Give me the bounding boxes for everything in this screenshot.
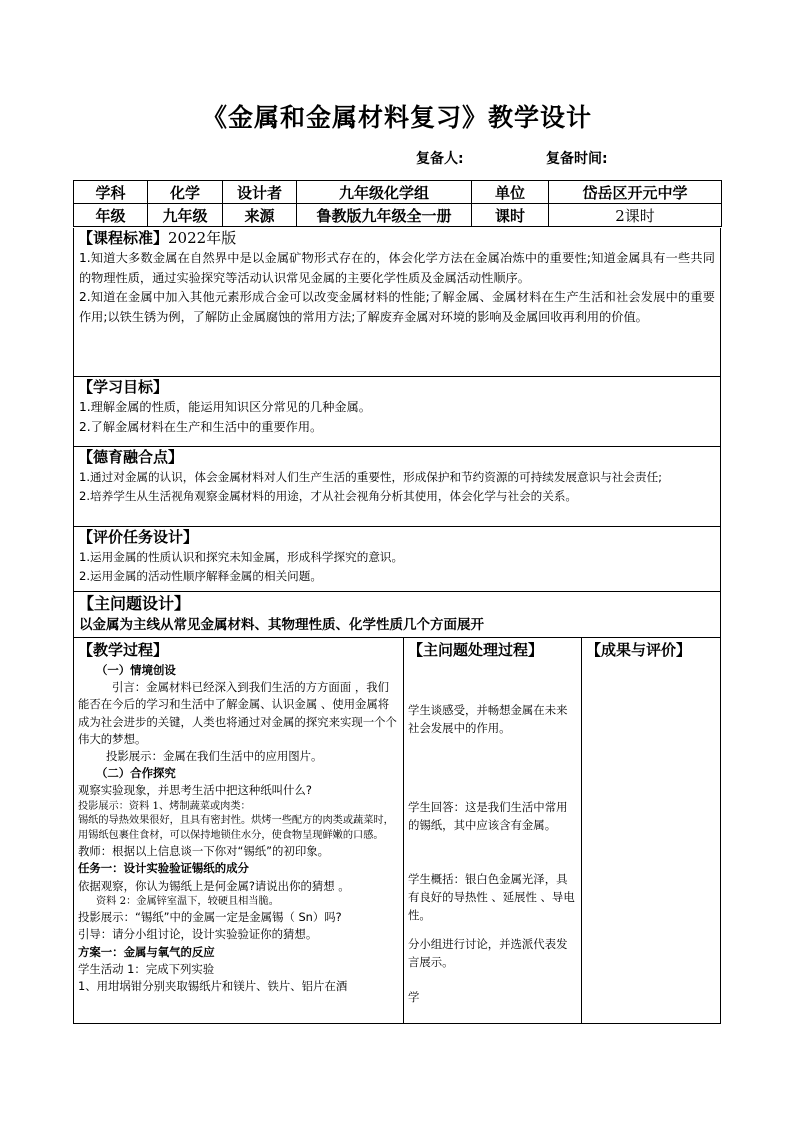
main-question-section (73, 592, 721, 638)
designer-label: 设计者 (223, 181, 297, 204)
source-value: 鲁教版九年级全一册 (297, 204, 472, 227)
goal-item-1: 1.理解金属的性质，能运用知识区分常见的几种金属。 (79, 400, 371, 414)
process-heading: 【教学过程】 (78, 641, 169, 659)
hours-value: 2课时 (549, 204, 722, 227)
student-response-c: 学生概括：银白色金属光泽，具有良好的导热性 、延展性 、导电性。 (408, 872, 575, 922)
prep-time-label: 复备时间: (546, 151, 608, 167)
projection-2: 投影展示：“锡纸”中的金属一定是金属锡（ Sn）吗? (78, 910, 342, 925)
eval-heading: 【评价任务设计】 (78, 528, 199, 546)
student-response-e: 学 (408, 990, 420, 1004)
task-one: 任务一：设计实验验证锡纸的成分 (78, 861, 249, 876)
course-info-table (73, 180, 722, 227)
intro-text: 引言：金属材料已经深入到我们生活的方方面面 ，我们能否在今后的学习和生活中了解金属、认识金属 、使用金属将成为社会进步的关键，人类也将通过对金属的探究来实现一个个伟大的梦想。 (78, 680, 397, 746)
standard-heading: 【课程标准】 (78, 229, 169, 247)
source-label: 来源 (223, 204, 297, 227)
material-1-title: 投影展示：资料 1、烤制蔬菜或肉类： (78, 800, 251, 812)
moral-heading: 【德育融合点】 (78, 448, 184, 466)
material-2: 资料 2：金属锌室温下，较硬且相当脆。 (96, 895, 279, 907)
observe-question: 观察实验现象，并思考生活中把这种纸叫什么? (78, 783, 312, 798)
subject-label: 学科 (74, 181, 148, 204)
grade-value: 九年级 (148, 204, 223, 227)
col2-heading: 【主问题处理过程】 (408, 641, 544, 659)
guide-text: 引导：请分小组讨论，设计实验验证你的猜想。 (78, 927, 318, 942)
teacher-prompt: 教师：根据以上信息谈一下你对“锡纸”的初印象。 (78, 844, 330, 859)
main-question-heading: 【主问题设计】 (78, 594, 191, 613)
evaluation-task-section (73, 527, 721, 592)
plan-one: 方案一：金属与氧气的反应 (78, 944, 215, 959)
material-1-body: 锡纸的导热效果很好，且具有密封性。烘烤一些配方的肉类或蔬菜时，用锡纸包裹住食材，可以保持地锁住水分，使食物呈现鲜嫩的口感。 (78, 815, 394, 841)
document-title: 《金属和金属材料复习》教学设计 (201, 103, 592, 132)
goal-item-2: 2.了解金属材料在生产和生活中的重要作用。 (79, 419, 323, 434)
unit-value: 岱岳区开元中学 (549, 181, 722, 204)
goals-heading: 【学习目标】 (78, 378, 169, 396)
standard-paragraph-2: 2.知道在金属中加入其他元素形成合金可以改变金属材料的性能;了解金属、金属材料在生产生活和社会发展中的重要作用;以铁生锈为例，了解防止金属腐蚀的常用方法;了解废弃金属对环境的影响及金属回收再利用的价值。 (79, 290, 715, 324)
designer-value: 九年级化学组 (297, 181, 472, 204)
unit-label: 单位 (472, 181, 549, 204)
standard-year: 2022年版 (168, 229, 237, 247)
moral-item-1: 1.通过对金属的认识，体会金属材料对人们生产生活的重要性，形成保护和节约资源的可持续发展意识与社会责任; (79, 470, 663, 484)
hours-label: 课时 (472, 204, 549, 227)
observation-guess: 依据观察，你认为锡纸上是何金属?请说出你的猜想 。 (78, 878, 350, 893)
step-cooperation: （二）合作探究 (96, 766, 176, 781)
learning-goals-section (73, 377, 721, 447)
student-response-d: 分小组进行讨论，并选派代表发言展示。 (408, 937, 568, 969)
subject-value: 化学 (148, 181, 223, 204)
projection-1: 投影展示：金属在我们生活中的应用图片。 (106, 749, 323, 764)
teaching-process-table (73, 638, 721, 1024)
step-1-text: 1、用坩埚钳分别夹取锡纸片和镁片、铁片、铝片在酒 (78, 979, 348, 994)
standard-paragraph-1: 1.知道大多数金属在自然界中是以金属矿物形式存在的，体会化学方法在金属冶炼中的重要性;知道金属具有一些共同的物理性质，通过实验探究等活动认识常见金属的主要化学性质及金属活动性顺序。 (79, 251, 715, 285)
preparer-label: 复备人: (416, 151, 464, 167)
student-response-a: 学生谈感受，并畅想金属在未来社会发展中的作用。 (408, 703, 568, 735)
student-response-b: 学生回答：这是我们生活中常用的锡纸，其中应该含有金属。 (408, 800, 568, 832)
results-evaluation-column (582, 638, 721, 1023)
eval-item-1: 1.运用金属的性质认识和探究未知金属，形成科学探究的意识。 (79, 550, 404, 564)
student-activity-1: 学生活动 1：完成下列实验 (78, 961, 215, 976)
step-situation: （一）情境创设 (96, 663, 176, 677)
moral-education-section (73, 447, 721, 527)
main-question-process-column (404, 638, 582, 1023)
teaching-process-column (74, 638, 404, 1023)
moral-item-2: 2.培养学生从生活视角观察金属材料的用途，才从社会视角分析其使用，体会化学与社会的关系。 (79, 488, 578, 503)
grade-label: 年级 (74, 204, 148, 227)
course-standard-section (73, 228, 721, 377)
eval-item-2: 2.运用金属的活动性顺序解释金属的相关问题。 (79, 568, 322, 583)
col3-heading: 【成果与评价】 (586, 641, 692, 659)
main-question-text: 以金属为主线从常见金属材料、其物理性质、化学性质几个方面展开 (79, 617, 484, 633)
